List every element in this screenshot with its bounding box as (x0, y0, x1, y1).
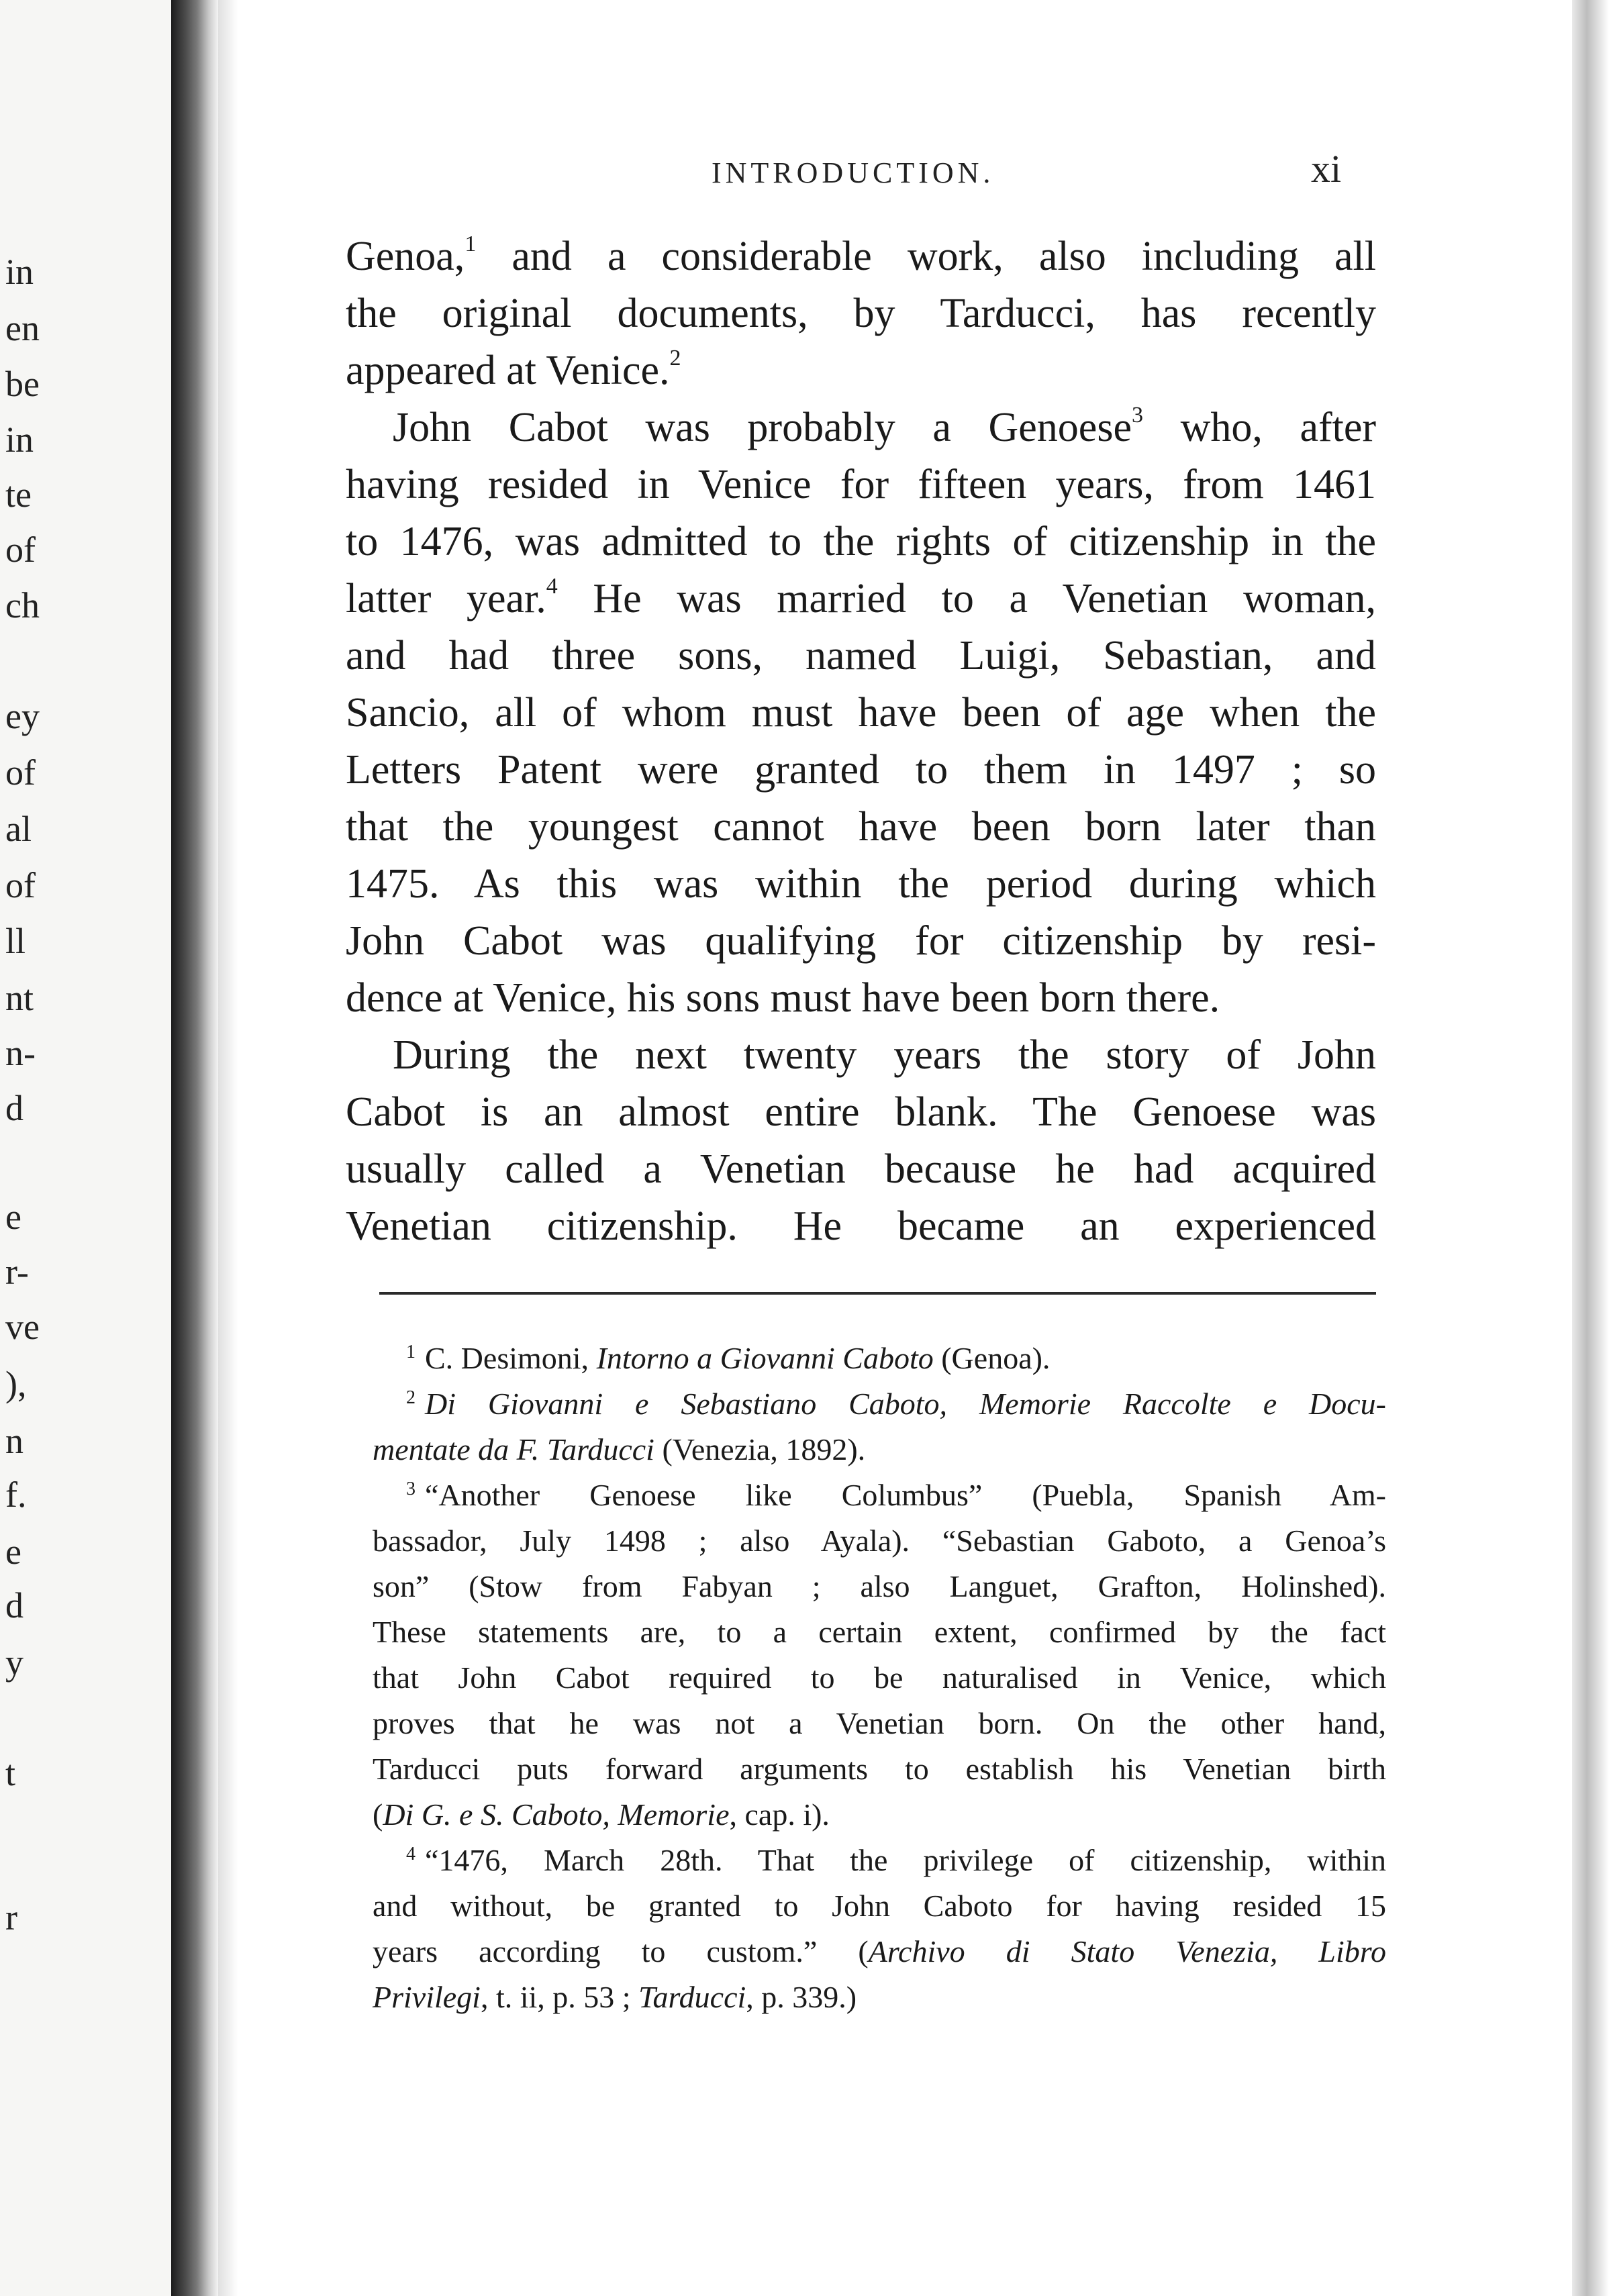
facing-page-fragment: e (5, 1197, 21, 1237)
body-line (346, 970, 1376, 1027)
footnote-line (373, 1975, 1386, 2020)
footnote-run: that John Cabot required to be naturalised in Venice, which (373, 1660, 1386, 1695)
body-text-run: the original documents, by Tarducci, has recently (346, 291, 1376, 336)
body-text-run: and a considerable work, also including all (476, 234, 1376, 279)
body-line (346, 799, 1376, 856)
body-text-run: 1475. As this was within the period during which (346, 861, 1376, 907)
footnote-line (373, 1929, 1386, 1975)
body-text-run: He was married to a Venetian woman, (557, 576, 1377, 621)
body-text-run: Sancio, all of whom must have been of age when the (346, 690, 1376, 736)
facing-page-fragment: ve (5, 1307, 40, 1347)
facing-page-fragment: ey (5, 696, 40, 736)
footnote-italic-run: Archivo di Stato Venezia, Libro (868, 1934, 1386, 1968)
footnote-run: Tarducci puts forward arguments to establish his Venetian birth (373, 1752, 1386, 1786)
body-line (346, 913, 1376, 970)
book-page (238, 0, 1572, 2296)
body-text (346, 228, 1601, 1255)
footnote-line (373, 1336, 1386, 1381)
footnote-run: “Another Genoese like Columbus” (Puebla, Spanish Am- (425, 1478, 1386, 1512)
facing-page-fragment: in (5, 252, 34, 292)
footnote-ref: 4 (546, 574, 558, 599)
body-text-run: Venetian citizenship. He became an experienced (346, 1203, 1376, 1249)
body-text-run: Cabot is an almost entire blank. The Genoese was (346, 1089, 1376, 1135)
footnote-italic-run: mentate da F. Tarducci (373, 1432, 654, 1466)
body-text-run: Letters Patent were granted to them in 1497 ; so (346, 747, 1376, 793)
body-line (346, 1141, 1376, 1198)
footnote-run: “1476, March 28th. That the privilege of citizenship, within (425, 1843, 1386, 1877)
body-line (346, 628, 1376, 685)
facing-page-fragment: n- (5, 1033, 36, 1073)
body-text-run: that the youngest cannot have been born later than (346, 804, 1376, 850)
body-line (346, 856, 1376, 913)
facing-page-fragment: of (5, 752, 36, 793)
footnote-run: , p. 339.) (746, 1980, 857, 2014)
facing-page-fragment: en (5, 308, 40, 348)
gutter-shadow (218, 0, 238, 2296)
footnote-run: proves that he was not a Venetian born. On the other hand, (373, 1706, 1386, 1740)
body-line (346, 456, 1376, 513)
footnote-line (373, 1792, 1386, 1838)
footnote-line (373, 1381, 1386, 1427)
facing-page-fragment: e (5, 1532, 21, 1572)
facing-page-fragment: ), (5, 1364, 27, 1404)
facing-page-fragment: d (5, 1585, 23, 1626)
footnote-rule (379, 1292, 1376, 1295)
facing-page-edge (0, 0, 171, 2296)
facing-page-fragment: be (5, 364, 40, 404)
body-line (346, 1027, 1376, 1084)
body-line (346, 570, 1376, 628)
footnote-line (373, 1473, 1386, 1518)
footnote-run: and without, be granted to John Caboto for having resided 15 (373, 1889, 1386, 1923)
facing-page-fragment: nt (5, 978, 34, 1018)
footnote-line (373, 1609, 1386, 1655)
facing-page-fragment: d (5, 1088, 23, 1128)
body-text-run: John Cabot was probably a Genoese (393, 405, 1132, 450)
body-text-run: During the next twenty years the story of John (393, 1032, 1376, 1078)
facing-page-fragment: r (5, 1897, 17, 1938)
footnote-number: 2 (406, 1387, 416, 1408)
footnote-line (373, 1518, 1386, 1564)
body-line (346, 285, 1376, 342)
facing-page-fragment: in (5, 419, 34, 460)
body-line (346, 742, 1376, 799)
book-gutter (171, 0, 218, 2296)
body-text-run: appeared at Venice. (346, 348, 670, 393)
footnote-run: years according to custom.” ( (373, 1934, 869, 1968)
facing-page-fragment: f. (5, 1475, 27, 1515)
body-text-run: latter year. (346, 576, 546, 621)
footnotes (373, 1336, 1386, 2020)
footnote-italic-run: Intorno a Giovanni Caboto (596, 1341, 934, 1375)
footnote-run: , t. ii, p. 53 ; (480, 1980, 639, 2014)
facing-page-fragment: al (5, 809, 32, 849)
body-line (346, 228, 1376, 285)
facing-page-fragment: of (5, 530, 36, 570)
facing-page-fragment: t (5, 1753, 16, 1793)
footnote-run: (Venezia, 1892). (654, 1432, 866, 1466)
footnote-run: bassador, July 1498 ; also Ayala). “Sebastian Gaboto, a Genoa’s (373, 1524, 1386, 1558)
footnote-number: 4 (406, 1844, 416, 1864)
facing-page-fragment: n (5, 1421, 23, 1461)
footnote-line (373, 1701, 1386, 1746)
facing-page-fragment: of (5, 865, 36, 905)
footnote-run: ( (373, 1797, 383, 1832)
body-text-run: Genoa, (346, 234, 465, 279)
footnote-italic-run: Tarducci (638, 1980, 746, 2014)
body-line (346, 513, 1376, 570)
body-text-run: to 1476, was admitted to the rights of citizenship in the (346, 519, 1376, 564)
footnote-ref: 2 (669, 346, 681, 370)
footnote-number: 1 (406, 1342, 416, 1362)
footnote-italic-run: Di Giovanni e Sebastiano Caboto, Memorie Raccolte e Docu- (425, 1387, 1386, 1421)
facing-page-fragment: ch (5, 585, 40, 626)
footnote-italic-run: Privilegi (373, 1980, 481, 2014)
facing-page-fragment: ll (5, 921, 26, 961)
body-text-run: usually called a Venetian because he had acquired (346, 1146, 1376, 1192)
footnote-line (373, 1838, 1386, 1883)
facing-page-fragment: te (5, 475, 32, 515)
footnote-italic-run: Di G. e S. Caboto, Memorie (383, 1797, 730, 1832)
footnote-line (373, 1746, 1386, 1792)
running-head: INTRODUCTION. (712, 156, 995, 189)
facing-page-fragment: r- (5, 1252, 29, 1292)
body-line (346, 685, 1376, 742)
footnote-run: (Genoa). (933, 1341, 1051, 1375)
facing-page-fragment: y (5, 1642, 23, 1683)
footnote-run: These statements are, to a certain extent, confirmed by the fact (373, 1615, 1386, 1649)
footnote-ref: 3 (1131, 403, 1143, 428)
footnote-run: son” (Stow from Fabyan ; also Languet, Grafton, Holinshed). (373, 1569, 1386, 1603)
footnote-ref: 1 (465, 232, 477, 256)
body-text-run: and had three sons, named Luigi, Sebastian, and (346, 633, 1376, 679)
body-line (346, 399, 1376, 456)
body-text-run: dence at Venice, his sons must have been born there. (346, 975, 1220, 1021)
body-line (346, 1198, 1376, 1255)
footnote-line (373, 1883, 1386, 1929)
page-number: xi (1311, 147, 1342, 191)
body-text-run: who, after (1142, 405, 1376, 450)
body-text-run: John Cabot was qualifying for citizenship by resi- (346, 918, 1376, 964)
footnote-number: 3 (406, 1479, 416, 1499)
body-line (346, 342, 1376, 399)
footnote-line (373, 1655, 1386, 1701)
footnote-line (373, 1564, 1386, 1609)
footnote-run: C. Desimoni, (425, 1341, 597, 1375)
footnote-line (373, 1427, 1386, 1473)
body-line (346, 1084, 1376, 1141)
body-text-run: having resided in Venice for fifteen years, from 1461 (346, 462, 1376, 507)
footnote-run: , cap. i). (729, 1797, 830, 1832)
